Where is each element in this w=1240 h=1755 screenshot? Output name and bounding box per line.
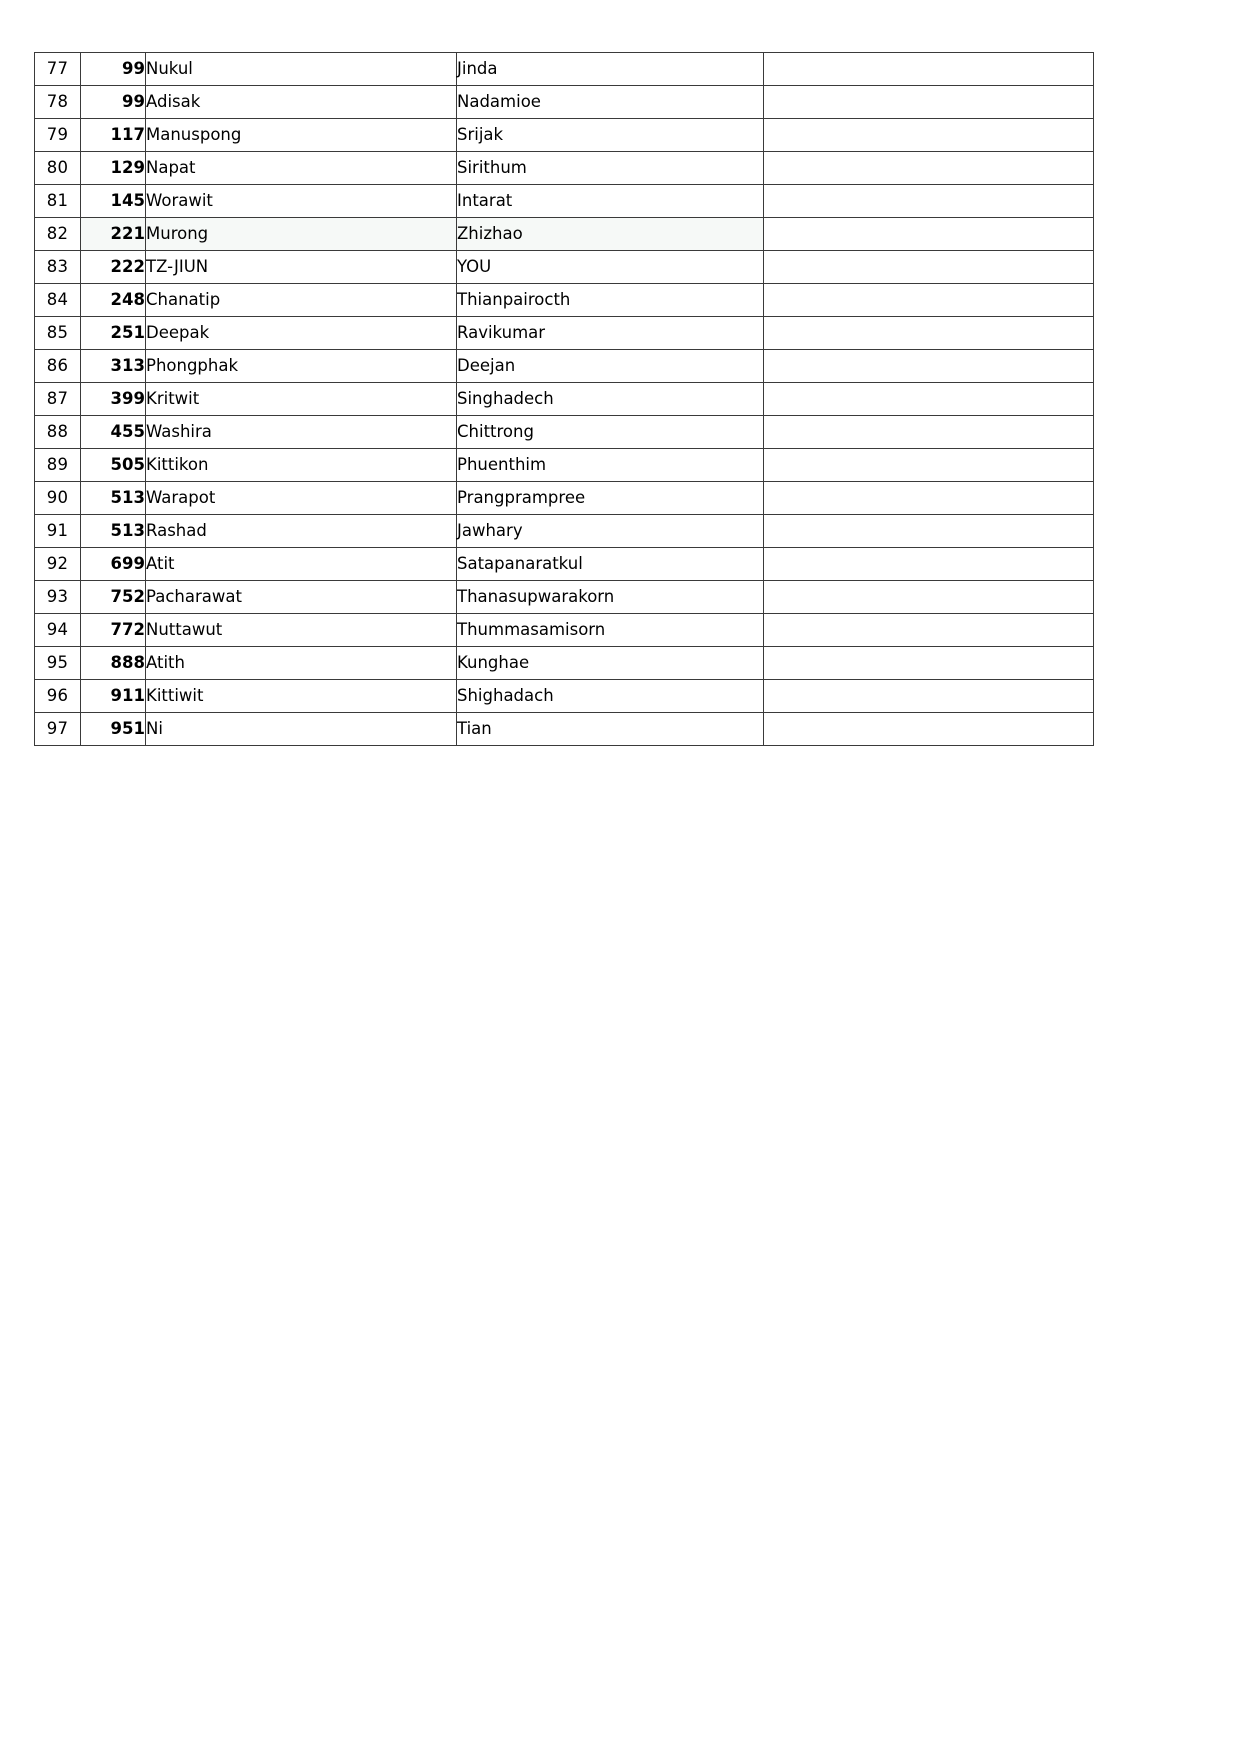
row-last-name-cell: Sirithum xyxy=(457,152,764,185)
row-blank-cell xyxy=(764,482,1094,515)
row-first-name-cell: Warapot xyxy=(146,482,457,515)
row-number-cell: 513 xyxy=(81,482,146,515)
row-index-cell: 84 xyxy=(35,284,81,317)
table-row xyxy=(35,515,1094,548)
table-row xyxy=(35,86,1094,119)
row-number-cell: 145 xyxy=(81,185,146,218)
row-last-name-cell: Intarat xyxy=(457,185,764,218)
row-index-cell: 89 xyxy=(35,449,81,482)
row-blank-cell xyxy=(764,152,1094,185)
table-row xyxy=(35,383,1094,416)
row-blank-cell xyxy=(764,713,1094,746)
row-blank-cell xyxy=(764,416,1094,449)
row-first-name-cell: Kritwit xyxy=(146,383,457,416)
row-index-cell: 82 xyxy=(35,218,81,251)
row-index-cell: 94 xyxy=(35,614,81,647)
row-blank-cell xyxy=(764,185,1094,218)
roster-table-body xyxy=(35,53,1094,746)
row-first-name-cell: Worawit xyxy=(146,185,457,218)
row-last-name-cell: Thummasamisorn xyxy=(457,614,764,647)
row-blank-cell xyxy=(764,515,1094,548)
row-first-name-cell: Manuspong xyxy=(146,119,457,152)
row-last-name-cell: Thanasupwarakorn xyxy=(457,581,764,614)
row-number-cell: 455 xyxy=(81,416,146,449)
row-first-name-cell: Adisak xyxy=(146,86,457,119)
row-index-cell: 95 xyxy=(35,647,81,680)
row-first-name-cell: TZ-JIUN xyxy=(146,251,457,284)
table-row xyxy=(35,449,1094,482)
row-blank-cell xyxy=(764,284,1094,317)
row-number-cell: 772 xyxy=(81,614,146,647)
row-number-cell: 699 xyxy=(81,548,146,581)
row-blank-cell xyxy=(764,86,1094,119)
row-number-cell: 117 xyxy=(81,119,146,152)
row-blank-cell xyxy=(764,680,1094,713)
row-first-name-cell: Nuttawut xyxy=(146,614,457,647)
row-last-name-cell: Thianpairocth xyxy=(457,284,764,317)
row-index-cell: 97 xyxy=(35,713,81,746)
table-row xyxy=(35,119,1094,152)
table-row xyxy=(35,317,1094,350)
row-first-name-cell: Pacharawat xyxy=(146,581,457,614)
table-row xyxy=(35,350,1094,383)
row-last-name-cell: Satapanaratkul xyxy=(457,548,764,581)
row-blank-cell xyxy=(764,350,1094,383)
table-row xyxy=(35,185,1094,218)
row-last-name-cell: Chittrong xyxy=(457,416,764,449)
row-last-name-cell: Singhadech xyxy=(457,383,764,416)
row-index-cell: 93 xyxy=(35,581,81,614)
table-row xyxy=(35,53,1094,86)
row-first-name-cell: Nukul xyxy=(146,53,457,86)
row-last-name-cell: Deejan xyxy=(457,350,764,383)
row-first-name-cell: Atit xyxy=(146,548,457,581)
row-blank-cell xyxy=(764,614,1094,647)
row-number-cell: 911 xyxy=(81,680,146,713)
table-row xyxy=(35,680,1094,713)
row-number-cell: 888 xyxy=(81,647,146,680)
table-row xyxy=(35,647,1094,680)
row-index-cell: 83 xyxy=(35,251,81,284)
row-number-cell: 248 xyxy=(81,284,146,317)
row-first-name-cell: Kittikon xyxy=(146,449,457,482)
row-last-name-cell: Shighadach xyxy=(457,680,764,713)
table-row xyxy=(35,218,1094,251)
row-blank-cell xyxy=(764,251,1094,284)
row-first-name-cell: Phongphak xyxy=(146,350,457,383)
table-row xyxy=(35,152,1094,185)
row-last-name-cell: Tian xyxy=(457,713,764,746)
row-number-cell: 513 xyxy=(81,515,146,548)
table-row xyxy=(35,416,1094,449)
row-first-name-cell: Ni xyxy=(146,713,457,746)
row-index-cell: 88 xyxy=(35,416,81,449)
row-last-name-cell: YOU xyxy=(457,251,764,284)
row-index-cell: 87 xyxy=(35,383,81,416)
row-last-name-cell: Prangprampree xyxy=(457,482,764,515)
table-row xyxy=(35,581,1094,614)
row-last-name-cell: Srijak xyxy=(457,119,764,152)
row-index-cell: 90 xyxy=(35,482,81,515)
row-first-name-cell: Atith xyxy=(146,647,457,680)
table-row xyxy=(35,482,1094,515)
row-index-cell: 81 xyxy=(35,185,81,218)
row-last-name-cell: Zhizhao xyxy=(457,218,764,251)
row-number-cell: 251 xyxy=(81,317,146,350)
row-number-cell: 99 xyxy=(81,53,146,86)
row-blank-cell xyxy=(764,449,1094,482)
row-number-cell: 222 xyxy=(81,251,146,284)
row-blank-cell xyxy=(764,218,1094,251)
row-first-name-cell: Kittiwit xyxy=(146,680,457,713)
table-row xyxy=(35,284,1094,317)
row-number-cell: 313 xyxy=(81,350,146,383)
row-blank-cell xyxy=(764,53,1094,86)
table-row xyxy=(35,614,1094,647)
row-first-name-cell: Napat xyxy=(146,152,457,185)
row-last-name-cell: Ravikumar xyxy=(457,317,764,350)
row-index-cell: 77 xyxy=(35,53,81,86)
row-index-cell: 80 xyxy=(35,152,81,185)
table-row xyxy=(35,251,1094,284)
row-number-cell: 221 xyxy=(81,218,146,251)
table-row xyxy=(35,713,1094,746)
row-index-cell: 91 xyxy=(35,515,81,548)
row-first-name-cell: Washira xyxy=(146,416,457,449)
row-number-cell: 99 xyxy=(81,86,146,119)
row-blank-cell xyxy=(764,548,1094,581)
row-index-cell: 78 xyxy=(35,86,81,119)
row-number-cell: 951 xyxy=(81,713,146,746)
row-index-cell: 79 xyxy=(35,119,81,152)
row-blank-cell xyxy=(764,317,1094,350)
row-blank-cell xyxy=(764,119,1094,152)
row-first-name-cell: Rashad xyxy=(146,515,457,548)
row-last-name-cell: Nadamioe xyxy=(457,86,764,119)
row-index-cell: 86 xyxy=(35,350,81,383)
row-blank-cell xyxy=(764,647,1094,680)
row-number-cell: 752 xyxy=(81,581,146,614)
participant-roster-table xyxy=(34,52,1094,746)
row-last-name-cell: Jawhary xyxy=(457,515,764,548)
row-first-name-cell: Murong xyxy=(146,218,457,251)
row-index-cell: 92 xyxy=(35,548,81,581)
row-last-name-cell: Jinda xyxy=(457,53,764,86)
row-number-cell: 399 xyxy=(81,383,146,416)
row-blank-cell xyxy=(764,581,1094,614)
row-last-name-cell: Phuenthim xyxy=(457,449,764,482)
row-index-cell: 85 xyxy=(35,317,81,350)
table-row xyxy=(35,548,1094,581)
row-first-name-cell: Deepak xyxy=(146,317,457,350)
row-first-name-cell: Chanatip xyxy=(146,284,457,317)
row-last-name-cell: Kunghae xyxy=(457,647,764,680)
row-number-cell: 505 xyxy=(81,449,146,482)
row-number-cell: 129 xyxy=(81,152,146,185)
row-index-cell: 96 xyxy=(35,680,81,713)
row-blank-cell xyxy=(764,383,1094,416)
